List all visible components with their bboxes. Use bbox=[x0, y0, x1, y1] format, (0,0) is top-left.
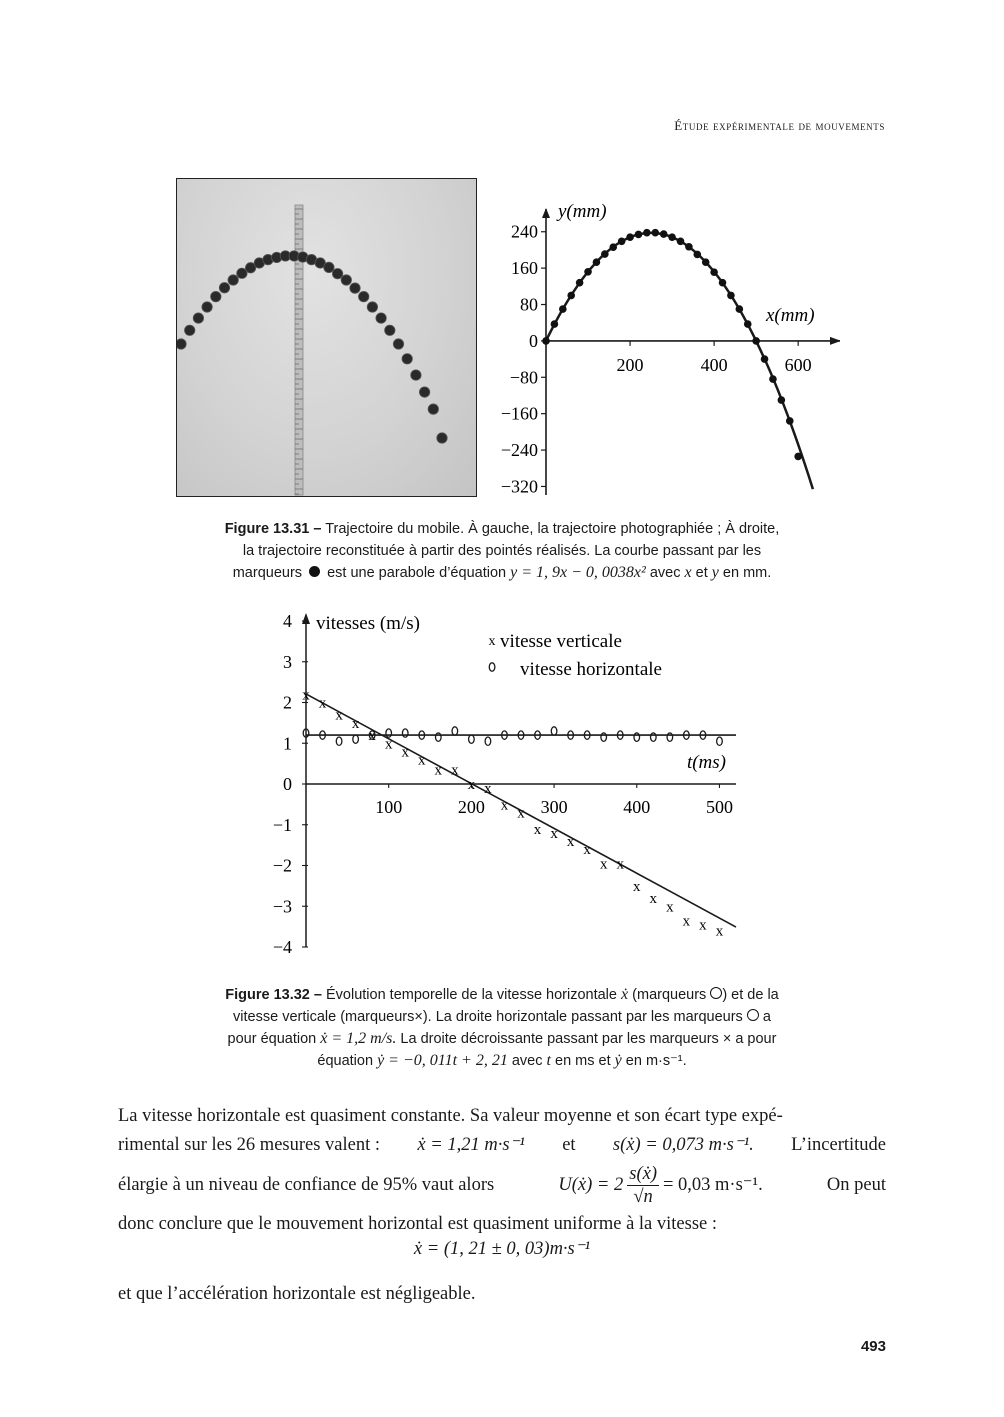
horizontal-velocity-point bbox=[452, 727, 458, 735]
trajectory-point bbox=[752, 337, 760, 345]
vertical-velocity-point: x bbox=[318, 695, 327, 712]
body-text: élargie à un niveau de confiance de 95% vaut alors bbox=[118, 1174, 495, 1195]
photo-ball bbox=[332, 269, 342, 279]
velocity-legend bbox=[489, 631, 662, 680]
body-equation: = 0,03 m·s⁻¹. bbox=[662, 1174, 763, 1195]
trajectory-point bbox=[668, 233, 676, 241]
trajectory-point bbox=[769, 375, 777, 383]
caption-equation: ẏ = −0, 011t + 2, 21 bbox=[377, 1052, 508, 1069]
body-text: rimental sur les 26 mesures valent : bbox=[118, 1135, 381, 1155]
trajectory-point bbox=[559, 305, 567, 313]
y-axis-arrow bbox=[302, 613, 310, 624]
body-equation-block bbox=[558, 1163, 762, 1208]
horizontal-velocity-point bbox=[402, 729, 408, 737]
vertical-velocity-point: x bbox=[500, 797, 509, 814]
y-tick-label: −80 bbox=[509, 367, 538, 388]
filled-circle-icon bbox=[309, 566, 320, 577]
caption-text: (marqueurs bbox=[632, 987, 707, 1003]
legend-label: vitesse verticale bbox=[500, 631, 622, 652]
trajectory-point bbox=[727, 292, 735, 300]
vertical-velocity-point: x bbox=[451, 762, 459, 779]
y-axis-arrow bbox=[542, 208, 550, 218]
body-line: et que l’accélération horizontale est négligeable. bbox=[118, 1284, 476, 1304]
photo-ball bbox=[393, 339, 403, 349]
vertical-velocity-point: x bbox=[583, 842, 591, 859]
figure-label: Figure 13.32 bbox=[225, 987, 310, 1003]
caption-text: la trajectoire reconstituée à partir des pointés réalisés. La courbe passant par les bbox=[242, 543, 762, 559]
photo-ball bbox=[402, 354, 412, 364]
vertical-velocity-point: x bbox=[467, 777, 476, 793]
caption-text: Trajectoire du mobile. À gauche, la trajectoire photographiée ; À droite, bbox=[325, 521, 780, 537]
caption-text: et bbox=[695, 565, 708, 581]
y-tick-label: 80 bbox=[520, 294, 538, 315]
fraction bbox=[627, 1163, 659, 1208]
photo-ball bbox=[211, 291, 221, 301]
photo-ball bbox=[359, 291, 369, 301]
trajectory-ylabel: y(mm) bbox=[558, 201, 607, 222]
legend-label: vitesse horizontale bbox=[520, 659, 662, 680]
trajectory-point bbox=[794, 453, 802, 461]
caption-var: x bbox=[684, 564, 692, 581]
vertical-velocity-point: x bbox=[517, 805, 525, 822]
horizontal-velocity-point bbox=[651, 733, 657, 741]
ruler bbox=[295, 205, 303, 495]
vertical-velocity-point: x bbox=[599, 856, 608, 873]
velocity-points bbox=[302, 687, 723, 939]
y-tick-label: −1 bbox=[272, 814, 292, 835]
display-equation bbox=[0, 1238, 1004, 1260]
caption-var: t bbox=[546, 1052, 551, 1069]
vertical-velocity-point: x bbox=[434, 762, 443, 779]
x-tick-label: 200 bbox=[616, 354, 644, 375]
trajectory-point bbox=[778, 396, 786, 404]
photo-ball bbox=[437, 433, 447, 443]
vertical-velocity-point: x bbox=[649, 891, 658, 908]
trajectory-point bbox=[744, 320, 752, 328]
horizontal-velocity-point bbox=[469, 735, 475, 743]
vertical-velocity-point: x bbox=[550, 825, 558, 842]
x-axis-arrow bbox=[830, 337, 840, 345]
horizontal-velocity-point bbox=[601, 733, 607, 741]
horizontal-velocity-point bbox=[717, 737, 723, 745]
vertical-velocity-point: x bbox=[699, 917, 707, 934]
photo-ball bbox=[350, 283, 360, 293]
vertical-velocity-point: x bbox=[384, 736, 393, 753]
vertical-velocity-point: x bbox=[401, 744, 409, 761]
trajectory-point bbox=[542, 337, 550, 345]
caption-equation: y = 1, 9x − 0, 0038x² bbox=[510, 564, 646, 581]
caption-var: ẋ bbox=[621, 986, 629, 1003]
body-text: L’incertitude bbox=[791, 1135, 886, 1155]
x-tick-label: 400 bbox=[623, 797, 651, 817]
photo-balls bbox=[177, 251, 447, 443]
body-equation: ẋ = 1,21 m·s⁻¹ bbox=[417, 1135, 525, 1155]
photo-ball bbox=[341, 275, 351, 285]
x-tick-label: 600 bbox=[784, 354, 812, 375]
trajectory-chart bbox=[480, 195, 840, 495]
caption-text: Évolution temporelle de la vitesse horizontale bbox=[326, 987, 617, 1003]
caption-text: vitesse verticale (marqueurs bbox=[233, 1009, 415, 1025]
photo-ball bbox=[419, 387, 429, 397]
trajectory-point bbox=[660, 230, 668, 238]
trajectory-point bbox=[551, 320, 559, 328]
caption-text: est une parabole d’équation bbox=[327, 565, 507, 581]
y-tick-label: 1 bbox=[283, 733, 292, 754]
caption-equation: ẋ = 1,2 m/s. bbox=[320, 1030, 397, 1047]
caption-var: ẏ bbox=[614, 1052, 622, 1069]
trajectory-point bbox=[677, 237, 685, 245]
trajectory-point bbox=[609, 243, 617, 251]
y-tick-label: −4 bbox=[272, 937, 292, 957]
trajectory-axes bbox=[501, 208, 840, 495]
velocity-xlabel: t(ms) bbox=[686, 752, 726, 773]
caption-var: y bbox=[711, 564, 719, 581]
legend-x-marker: x bbox=[488, 634, 496, 649]
photo-ball bbox=[228, 275, 238, 285]
caption-text: La droite décroissante passant par les marqueurs bbox=[400, 1031, 719, 1047]
y-tick-label: 4 bbox=[283, 611, 292, 631]
horizontal-velocity-point bbox=[667, 733, 673, 741]
photo-ball bbox=[411, 370, 421, 380]
vertical-velocity-point: x bbox=[616, 856, 624, 873]
vertical-velocity-point: x bbox=[682, 913, 691, 930]
trajectory-xlabel: x(mm) bbox=[766, 304, 815, 326]
body-line bbox=[118, 1131, 886, 1160]
trajectory-point bbox=[618, 237, 626, 245]
photo-ball bbox=[219, 283, 229, 293]
trajectory-point bbox=[710, 268, 718, 276]
trajectory-point bbox=[702, 258, 710, 266]
vertical-velocity-point: x bbox=[302, 687, 310, 704]
horizontal-velocity-point bbox=[485, 737, 491, 745]
trajectory-point bbox=[567, 292, 575, 300]
trajectory-photograph bbox=[176, 178, 477, 497]
body-paragraph bbox=[118, 1102, 886, 1239]
vertical-velocity-point: x bbox=[533, 821, 542, 838]
y-tick-label: 240 bbox=[511, 221, 538, 242]
body-line: donc conclure que le mouvement horizontal est quasiment uniforme à la vitesse : bbox=[118, 1214, 718, 1234]
vertical-velocity-point: x bbox=[335, 707, 343, 724]
trajectory-point bbox=[576, 279, 584, 287]
photo-ball bbox=[185, 325, 195, 335]
caption-text: ) et de la bbox=[722, 987, 779, 1003]
horizontal-velocity-point bbox=[436, 733, 442, 741]
open-circle-icon bbox=[710, 987, 722, 999]
photo-ball bbox=[202, 302, 212, 312]
trajectory-point bbox=[786, 417, 794, 425]
trajectory-point bbox=[694, 251, 702, 259]
velocity-chart bbox=[250, 605, 750, 965]
trajectory-point bbox=[761, 355, 769, 363]
photo-ball bbox=[385, 325, 395, 335]
trajectory-point bbox=[584, 268, 592, 276]
velocity-ylabel: vitesses (m/s) bbox=[316, 613, 420, 634]
trajectory-point bbox=[651, 229, 659, 237]
trajectory-point bbox=[601, 250, 609, 258]
y-tick-label: −240 bbox=[500, 440, 538, 461]
caption-text: a bbox=[762, 1009, 771, 1025]
body-equation: U(ẋ) = 2 bbox=[558, 1174, 624, 1195]
times-icon: × bbox=[722, 1031, 732, 1047]
trajectory-point bbox=[685, 243, 693, 251]
fraction-numerator: s(ẋ) bbox=[629, 1163, 657, 1184]
y-tick-label: −320 bbox=[500, 476, 538, 495]
body-text: et bbox=[562, 1135, 576, 1155]
trajectory-point bbox=[635, 231, 643, 239]
photo-ball bbox=[193, 313, 203, 323]
trajectory-point bbox=[626, 233, 634, 241]
body-line: La vitesse horizontale est quasiment constante. Sa valeur moyenne et son écart type expé- bbox=[118, 1106, 783, 1126]
photo-ball bbox=[324, 262, 334, 272]
fraction-denominator: √n bbox=[633, 1186, 653, 1207]
photo-ball bbox=[177, 339, 186, 349]
y-tick-label: −160 bbox=[500, 403, 538, 424]
vertical-velocity-point: x bbox=[666, 899, 674, 916]
y-tick-label: 160 bbox=[511, 258, 538, 279]
horizontal-velocity-point bbox=[551, 727, 557, 735]
y-tick-label: 0 bbox=[529, 330, 538, 351]
vertical-velocity-point: x bbox=[633, 878, 641, 895]
y-tick-label: −3 bbox=[272, 896, 292, 917]
trajectory-photo-icon bbox=[177, 179, 477, 497]
display-equation-text: ẋ = (1, 21 ± 0, 03)m·s⁻¹ bbox=[413, 1239, 591, 1259]
photo-ball bbox=[376, 313, 386, 323]
running-head: Étude expérimentale de mouvements bbox=[674, 118, 885, 133]
vertical-velocity-point: x bbox=[368, 728, 376, 745]
trajectory-point bbox=[593, 258, 601, 266]
caption-text: a pour bbox=[735, 1031, 777, 1047]
body-equation: s(ẋ) = 0,073 m·s⁻¹. bbox=[612, 1135, 754, 1155]
horizontal-velocity-point bbox=[353, 735, 359, 743]
legend-o-marker bbox=[489, 663, 495, 671]
y-tick-label: 0 bbox=[283, 774, 292, 794]
body-text: On peut bbox=[826, 1174, 886, 1195]
caption-separator: – bbox=[313, 521, 322, 537]
caption-text: avec bbox=[511, 1053, 543, 1069]
caption-separator: – bbox=[313, 987, 322, 1003]
vertical-velocity-point: x bbox=[484, 781, 492, 798]
x-tick-label: 100 bbox=[375, 797, 403, 817]
figure-13-31-caption bbox=[160, 518, 844, 584]
photo-ball bbox=[428, 404, 438, 414]
vertical-velocity-point: x bbox=[715, 923, 724, 940]
trajectory-points bbox=[542, 229, 802, 460]
trajectory-point bbox=[719, 279, 727, 287]
x-tick-label: 400 bbox=[700, 354, 728, 375]
caption-text: en m·s⁻¹. bbox=[625, 1053, 687, 1069]
trajectory-point bbox=[643, 229, 651, 237]
trajectory-point bbox=[736, 305, 744, 313]
body-line bbox=[118, 1160, 886, 1210]
caption-text: pour équation bbox=[227, 1031, 317, 1047]
x-tick-label: 500 bbox=[705, 797, 733, 817]
vertical-velocity-point: x bbox=[566, 834, 575, 851]
caption-text: avec bbox=[649, 565, 681, 581]
caption-text: marqueurs bbox=[232, 565, 303, 581]
x-tick-label: 200 bbox=[457, 797, 485, 817]
body-paragraph-2 bbox=[118, 1280, 886, 1309]
y-tick-label: 2 bbox=[283, 692, 292, 713]
y-tick-label: −2 bbox=[272, 855, 292, 876]
horizontal-velocity-point bbox=[634, 733, 640, 741]
x-tick-label: 300 bbox=[540, 797, 568, 817]
vertical-velocity-point: x bbox=[418, 752, 426, 769]
caption-text: en mm. bbox=[722, 565, 772, 581]
times-icon: × bbox=[414, 1009, 423, 1025]
horizontal-velocity-point bbox=[336, 737, 342, 745]
open-circle-icon bbox=[747, 1009, 759, 1021]
figure-13-32-caption bbox=[160, 984, 844, 1072]
caption-text: en ms et bbox=[555, 1053, 611, 1069]
caption-text: ). La droite horizontale passant par les marqueurs bbox=[422, 1009, 743, 1025]
photo-ball bbox=[367, 302, 377, 312]
vertical-velocity-point: x bbox=[351, 715, 360, 732]
y-tick-label: 3 bbox=[283, 651, 292, 672]
page-number: 493 bbox=[860, 1338, 886, 1355]
caption-text: équation bbox=[317, 1053, 374, 1069]
figure-label: Figure 13.31 bbox=[224, 521, 310, 537]
